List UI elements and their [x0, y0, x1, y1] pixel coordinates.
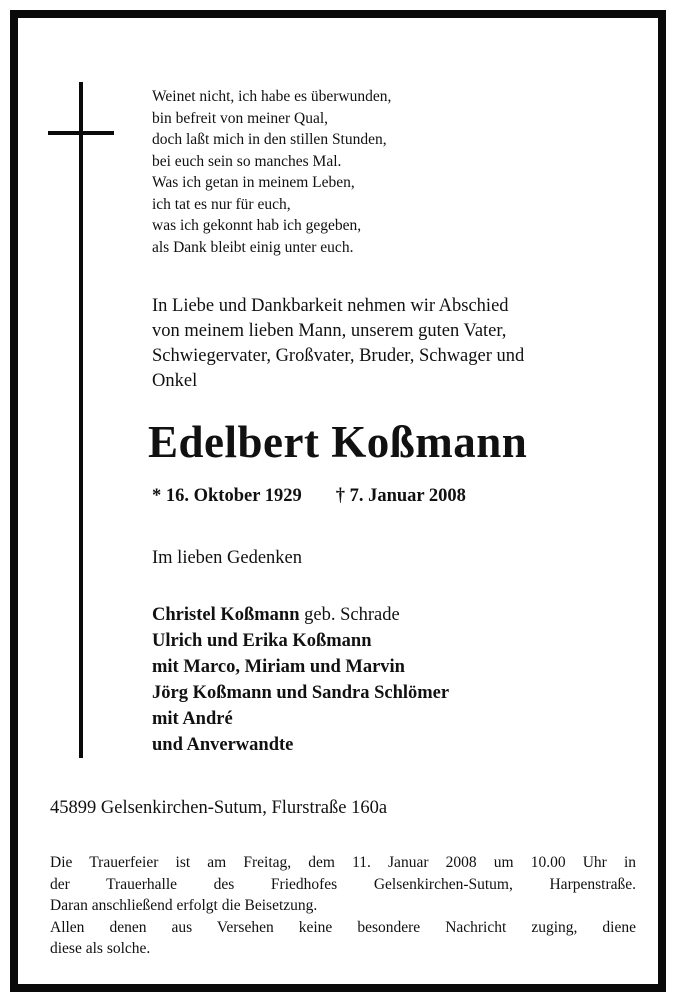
poem-line: Was ich getan in meinem Leben,: [152, 174, 355, 191]
mourner-line: Ulrich und Erika Koßmann: [152, 631, 372, 651]
poem-line: bin befreit von meiner Qual,: [152, 109, 329, 127]
notice-line: diese als solche.: [50, 940, 151, 957]
notice-line: Daran anschließend erfolgt die Beisetzung.: [50, 897, 318, 914]
intro-line: In Liebe und Dankbarkeit nehmen wir Abschied: [152, 296, 509, 316]
poem-line: Weinet nicht, ich habe es überwunden,: [152, 88, 392, 105]
funeral-notice: [50, 852, 636, 960]
farewell-intro: [152, 294, 642, 394]
mourner-line: und Anverwandte: [152, 735, 294, 755]
cross-icon-horizontal-bar: [48, 131, 114, 135]
intro-line: von meinem lieben Mann, unserem guten Vater,: [152, 321, 507, 341]
mourners-list: [152, 602, 449, 758]
mourner-line: Jörg Koßmann und Sandra Schlömer: [152, 683, 450, 703]
mourner-line: mit Marco, Miriam und Marvin: [152, 657, 405, 677]
notice-line: der Trauerhalle des Friedhofes Gelsenkirchen-Sutum, Harpenstraße.: [50, 875, 636, 893]
cross-icon-vertical-bar: [79, 82, 83, 758]
poem: [152, 86, 391, 258]
death-date: † 7. Januar 2008: [335, 486, 466, 506]
mourner-name: Christel Koßmann: [152, 605, 300, 625]
poem-line: was ich gekonnt hab ich gegeben,: [152, 217, 362, 234]
maiden-name: geb. Schrade: [299, 605, 400, 625]
address: 45899 Gelsenkirchen-Sutum, Flurstraße 160a: [50, 798, 388, 818]
intro-line: Onkel: [152, 371, 198, 391]
mourner-line: mit André: [152, 709, 233, 729]
life-dates: [152, 486, 466, 507]
mourner-line: [152, 602, 449, 628]
obituary-frame: [10, 10, 666, 992]
deceased-name: Edelbert Koßmann: [148, 417, 528, 467]
poem-line: ich tat es nur für euch,: [152, 195, 291, 213]
poem-line: als Dank bleibt einig unter euch.: [152, 238, 354, 256]
intro-line: Schwiegervater, Großvater, Bruder, Schwager und: [152, 346, 525, 366]
birth-date: * 16. Oktober 1929: [152, 486, 302, 506]
poem-line: doch laßt mich in den stillen Stunden,: [152, 131, 387, 148]
notice-line: Die Trauerfeier ist am Freitag, dem 11. Januar 2008 um 10.00 Uhr in: [50, 854, 636, 871]
memory-line: Im lieben Gedenken: [152, 548, 302, 568]
poem-line: bei euch sein so manches Mal.: [152, 152, 342, 170]
notice-line: Allen denen aus Versehen keine besondere Nachricht zuging, diene: [50, 918, 636, 936]
